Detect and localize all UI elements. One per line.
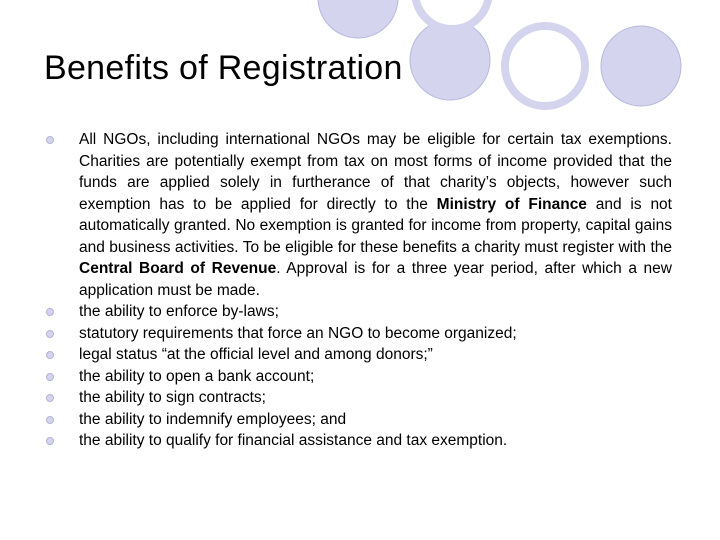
- bullet-list: [46, 129, 672, 452]
- bullet-text: the ability to open a bank account;: [79, 367, 315, 385]
- list-item: [46, 366, 672, 388]
- bullet-text: the ability to sign contracts;: [79, 389, 266, 406]
- list-item: [46, 409, 672, 431]
- deco-circle-1: [318, 0, 398, 38]
- deco-ring-2: [505, 26, 585, 106]
- bullet-icon: [46, 394, 54, 402]
- bullet-text: statutory requirements that force an NGO to become organized;: [79, 324, 517, 342]
- list-item: [46, 301, 672, 323]
- bullet-text: the ability to enforce by-laws;: [79, 303, 279, 320]
- bullet-text-part: . Approval is for a three year period, after which a new application must be made.: [79, 260, 672, 299]
- bullet-icon: [46, 373, 54, 381]
- bullet-icon: [46, 351, 54, 359]
- deco-ring-1: [415, 0, 489, 29]
- list-item: [46, 323, 672, 345]
- list-item: [46, 387, 672, 409]
- list-item: [46, 344, 672, 366]
- bullet-icon: [46, 308, 54, 316]
- bullet-text: the ability to qualify for financial assistance and tax exemption.: [79, 432, 508, 449]
- list-item: [46, 430, 672, 452]
- bullet-text-part: All NGOs, including international NGOs may be eligible for certain tax exemptions. Charities are potentially exempt from tax on most forms of income provided that the funds are applied solely in furtherance of that charity’s objects, however such exemption has to be applied for directly to the: [79, 131, 672, 213]
- bullet-text-bold: Central Board of Revenue: [79, 260, 277, 277]
- bullet-text: legal status “at the official level and among donors;”: [79, 346, 433, 363]
- bullet-icon: [46, 416, 54, 424]
- list-item: [46, 129, 672, 301]
- bullet-icon: [46, 136, 54, 144]
- bullet-text-part: and is not automatically granted. No exemption is granted for income from property, capital gains and business activities. To be eligible for these benefits a charity must register with the: [79, 195, 672, 256]
- bullet-icon: [46, 330, 54, 338]
- slide-title: Benefits of Registration: [44, 49, 403, 87]
- bullet-icon: [46, 437, 54, 445]
- deco-circle-3: [601, 26, 681, 106]
- bullet-text: the ability to indemnify employees; and: [79, 410, 347, 428]
- bullet-text-bold: Ministry of Finance: [436, 195, 587, 213]
